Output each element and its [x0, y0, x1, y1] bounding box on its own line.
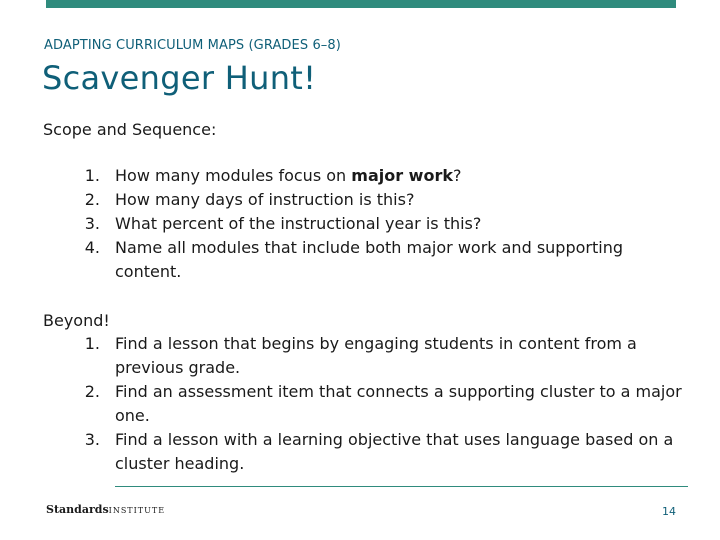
standards-institute-logo — [46, 503, 165, 516]
slide-title: Scavenger Hunt! — [42, 59, 317, 97]
list-number: 4. — [84, 238, 100, 257]
list-text-part: ? — [452, 166, 462, 185]
list-number: 3. — [84, 214, 100, 233]
list-item — [78, 236, 658, 284]
list-item — [78, 188, 658, 212]
slide-kicker: ADAPTING CURRICULUM MAPS (GRADES 6–8) — [44, 38, 341, 53]
list-number: 1. — [84, 334, 100, 353]
list-text-part: How many modules focus on — [115, 166, 352, 185]
beyond-heading: Beyond! — [43, 311, 110, 330]
list-number: 1. — [84, 166, 100, 185]
list-item — [78, 212, 658, 236]
list-item — [78, 428, 688, 476]
beyond-list — [78, 332, 688, 476]
page-number: 14 — [662, 505, 676, 518]
list-text: Find a lesson with a learning objective that uses language based on a cluster heading. — [115, 430, 674, 473]
list-text: What percent of the instructional year is this? — [115, 214, 482, 233]
list-number: 2. — [84, 382, 100, 401]
list-item — [78, 380, 688, 428]
list-text: How many days of instruction is this? — [115, 190, 415, 209]
logo-word-institute: INSTITUTE — [108, 506, 166, 515]
footer-divider — [115, 486, 688, 487]
logo-word-standards: Standards — [46, 503, 109, 516]
list-item — [78, 164, 658, 188]
top-accent-bar — [46, 0, 676, 8]
list-text: Find a lesson that begins by engaging students in content from a previous grade. — [115, 334, 637, 377]
list-text: Name all modules that include both major work and supporting content. — [115, 238, 623, 281]
list-number: 2. — [84, 190, 100, 209]
list-text: Find an assessment item that connects a supporting cluster to a major one. — [115, 382, 682, 425]
list-item — [78, 332, 688, 380]
list-number: 3. — [84, 430, 100, 449]
emphasis-major-work: major work — [351, 166, 453, 185]
scope-list — [78, 164, 658, 284]
list-text — [115, 164, 658, 188]
scope-heading: Scope and Sequence: — [43, 120, 217, 139]
